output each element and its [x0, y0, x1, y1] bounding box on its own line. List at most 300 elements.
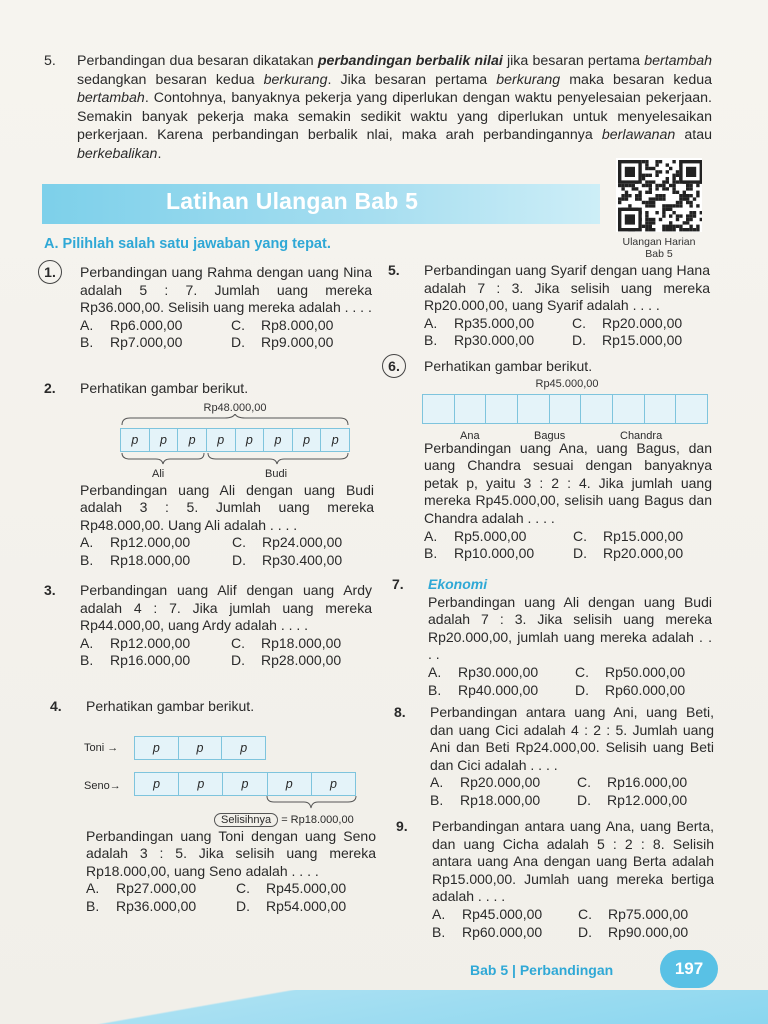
- qr-module: [649, 180, 652, 183]
- qr-module: [621, 187, 624, 190]
- option-a[interactable]: [424, 315, 562, 333]
- option-value: Rp15.000,00: [603, 527, 684, 544]
- option-label: B.: [424, 332, 438, 349]
- option-value: Rp28.000,00: [261, 652, 342, 669]
- intro-run: Perbandingan dua besaran dikatakan: [77, 53, 318, 69]
- question-number: 9.: [396, 818, 408, 834]
- intro-run: .: [157, 145, 162, 162]
- qr-module: [689, 184, 692, 187]
- qr-module: [649, 228, 652, 231]
- qr-module: [652, 197, 655, 200]
- option-value: Rp45.000,00: [462, 905, 543, 922]
- qr-module: [649, 167, 652, 170]
- intro-text: [77, 52, 712, 164]
- option-label: D.: [575, 681, 589, 698]
- option-label: C.: [572, 314, 586, 331]
- qr-module: [645, 184, 648, 187]
- qr-module: [642, 225, 645, 228]
- qr-module: [669, 204, 672, 207]
- chandra-label: Chandra: [620, 429, 663, 442]
- option-value: Rp18.000,00: [261, 634, 342, 651]
- option-label: A.: [428, 663, 442, 680]
- qr-module: [645, 163, 648, 166]
- intro-run: . Jika besaran pertama: [327, 71, 497, 88]
- qr-module: [652, 221, 655, 224]
- qr-module: [649, 204, 652, 207]
- budi-label: Budi: [265, 467, 288, 480]
- option-a[interactable]: [80, 317, 221, 335]
- option-label: C.: [573, 527, 587, 544]
- option-label: C.: [575, 663, 589, 680]
- qr-module: [669, 214, 672, 217]
- p-cell: [486, 395, 518, 423]
- qr-module: [672, 177, 675, 180]
- qr-module: [669, 184, 672, 187]
- question-number: 2.: [44, 380, 56, 396]
- qr-caption: [600, 236, 718, 260]
- qr-module: [693, 197, 696, 200]
- qr-caption-line-2: Bab 5: [645, 248, 673, 260]
- option-label: A.: [86, 880, 100, 897]
- qr-module: [645, 225, 648, 228]
- qr-module: [662, 211, 665, 214]
- option-a[interactable]: [80, 635, 221, 653]
- option-label: D.: [231, 652, 245, 669]
- qr-module: [689, 211, 692, 214]
- qr-module: [642, 174, 645, 177]
- qr-module: [662, 208, 665, 211]
- qr-module: [689, 214, 692, 217]
- qr-module: [649, 191, 652, 194]
- qr-module: [689, 201, 692, 204]
- p-cell: [645, 395, 677, 423]
- qr-module: [618, 197, 621, 200]
- option-label: B.: [432, 923, 446, 940]
- qr-module: [649, 197, 652, 200]
- qr-module: [679, 228, 682, 231]
- qr-module: [676, 180, 679, 183]
- qr-module: [693, 211, 696, 214]
- toni-label: Toni →: [84, 741, 119, 754]
- qr-module: [679, 194, 682, 197]
- option-c[interactable]: [578, 906, 714, 924]
- option-c[interactable]: [232, 534, 374, 552]
- qr-module: [679, 204, 682, 207]
- intro-run: . Contohnya, banyaknya pekerja yang diperlukan dengan waktu penyelesaian pekerjaan. Semakin banyak pekerja maka semakin sedikit waktu yang diperlukan untuk menyelesaikan perkerjaan. Karena perbandingan berbalik nlai, maka arah perbandingannya: [77, 90, 712, 144]
- qr-module: [649, 221, 652, 224]
- question-1: [44, 264, 372, 352]
- option-label: A.: [80, 534, 94, 551]
- option-value: Rp40.000,00: [458, 681, 539, 698]
- qr-module: [662, 180, 665, 183]
- option-d[interactable]: [231, 652, 372, 670]
- qr-module: [666, 180, 669, 183]
- option-value: Rp12.000,00: [110, 634, 191, 651]
- qr-module: [686, 201, 689, 204]
- qr-module: [649, 218, 652, 221]
- option-d[interactable]: [573, 545, 712, 563]
- p-cell: p: [207, 429, 236, 451]
- option-value: Rp6.000,00: [110, 316, 183, 333]
- qr-module: [689, 228, 692, 231]
- question-3: [44, 582, 372, 670]
- question-number: 7.: [392, 576, 404, 592]
- qr-module: [686, 184, 689, 187]
- qr-module: [679, 201, 682, 204]
- qr-module: [642, 177, 645, 180]
- qr-module: [638, 194, 641, 197]
- p-cell: [676, 395, 707, 423]
- option-label: C.: [578, 905, 592, 922]
- option-label: C.: [232, 534, 246, 551]
- qr-module: [645, 221, 648, 224]
- qr-module: [662, 184, 665, 187]
- p-cell: p: [268, 773, 312, 795]
- option-a[interactable]: [430, 774, 567, 792]
- qr-module: [659, 194, 662, 197]
- qr-module: [618, 184, 621, 187]
- qr-module: [625, 194, 628, 197]
- qr-module: [625, 184, 628, 187]
- option-c[interactable]: [575, 664, 712, 682]
- option-d[interactable]: [575, 682, 712, 700]
- option-b[interactable]: [428, 682, 565, 700]
- bar-diagram-ali-budi: [120, 398, 350, 482]
- toni-cells: [134, 736, 266, 760]
- question-intro: Perhatikan gambar berikut.: [80, 380, 249, 396]
- qr-module: [683, 191, 686, 194]
- qr-module: [645, 218, 648, 221]
- question-text: Perbandingan uang Syarif dengan uang Hana adalah 7 : 3. Jika selisih uang mereka Rp20.000,00, uang Syarif adalah . . . .: [424, 262, 710, 314]
- qr-module: [689, 218, 692, 221]
- question-text: Perbandingan uang Toni dengan uang Seno adalah 3 : 5. Jika selisih uang mereka Rp18.000,00, uang Seno adalah . . . .: [86, 827, 376, 879]
- p-cell: p: [236, 429, 265, 451]
- qr-module: [696, 228, 699, 231]
- option-value: Rp15.000,00: [602, 332, 683, 349]
- option-a[interactable]: [432, 906, 568, 924]
- qr-module: [649, 174, 652, 177]
- option-label: A.: [80, 634, 94, 651]
- option-d[interactable]: [232, 552, 374, 570]
- option-value: Rp16.000,00: [607, 774, 688, 791]
- qr-module: [683, 221, 686, 224]
- p-cell: p: [240, 740, 248, 755]
- intro-run: atau: [675, 127, 712, 144]
- option-b[interactable]: [432, 924, 568, 942]
- option-value: Rp7.000,00: [110, 334, 183, 351]
- qr-module: [649, 187, 652, 190]
- question-number: 3.: [44, 582, 56, 598]
- qr-module: [666, 228, 669, 231]
- qr-module: [652, 167, 655, 170]
- qr-module: [659, 170, 662, 173]
- option-label: B.: [424, 545, 438, 562]
- option-label: C.: [236, 880, 250, 897]
- qr-module: [645, 167, 648, 170]
- option-b[interactable]: [80, 652, 221, 670]
- qr-module: [655, 174, 658, 177]
- question-5: [388, 262, 710, 350]
- qr-module: [621, 197, 624, 200]
- p-cell: p: [293, 429, 322, 451]
- qr-module: [628, 184, 631, 187]
- qr-module: [649, 184, 652, 187]
- option-value: Rp60.000,00: [605, 681, 686, 698]
- qr-module: [635, 194, 638, 197]
- option-c[interactable]: [231, 635, 372, 653]
- qr-module: [683, 228, 686, 231]
- option-a[interactable]: [86, 880, 226, 898]
- qr-module: [693, 214, 696, 217]
- question-7: [392, 576, 712, 699]
- question-text: Perbandingan antara uang Ana, uang Berta, dan uang Cicha adalah 5 : 2 : 8. Selisih antara uang Ana dengan uang Berta adalah Rp15.000,00. Jumlah uang mereka bertiga adalah . . . .: [432, 818, 714, 905]
- qr-module: [672, 180, 675, 183]
- option-b[interactable]: [80, 334, 221, 352]
- qr-module: [672, 225, 675, 228]
- qr-code-icon: [616, 158, 702, 232]
- option-value: Rp30.000,00: [454, 332, 535, 349]
- qr-module: [652, 228, 655, 231]
- qr-module: [696, 184, 699, 187]
- qr-module: [645, 211, 648, 214]
- option-b[interactable]: [424, 545, 563, 563]
- qr-module: [672, 191, 675, 194]
- option-d[interactable]: [231, 334, 372, 352]
- qr-module: [662, 204, 665, 207]
- qr-module: [700, 218, 702, 221]
- p-cell: p: [179, 737, 223, 759]
- qr-module: [666, 177, 669, 180]
- option-d[interactable]: [578, 924, 714, 942]
- qr-module: [642, 201, 645, 204]
- option-value: Rp45.000,00: [266, 880, 347, 897]
- intro-run: bertambah: [77, 90, 145, 107]
- qr-module: [659, 184, 662, 187]
- p-cell: [613, 395, 645, 423]
- qr-module: [686, 197, 689, 200]
- p-cell: [455, 395, 487, 423]
- p-cell: [581, 395, 613, 423]
- question-number: 4.: [50, 698, 62, 714]
- qr-module: [672, 211, 675, 214]
- question-text: Perbandingan uang Ali dengan uang Budi adalah 3 : 5. Jumlah uang mereka Rp48.000,00. Uang Ali adalah . . . .: [80, 481, 374, 533]
- qr-module: [642, 184, 645, 187]
- intro-run: sedangkan besaran kedua: [77, 71, 264, 88]
- option-c[interactable]: [573, 528, 712, 546]
- option-label: A.: [424, 527, 438, 544]
- qr-module: [676, 201, 679, 204]
- category-label: Ekonomi: [428, 576, 488, 592]
- qr-module: [686, 194, 689, 197]
- option-value: Rp24.000,00: [262, 534, 343, 551]
- qr-module: [672, 160, 675, 163]
- option-a[interactable]: [428, 664, 565, 682]
- p-cell: p: [331, 432, 339, 447]
- qr-module: [659, 197, 662, 200]
- p-cells: [422, 394, 708, 424]
- qr-module: [686, 228, 689, 231]
- p-cell: [518, 395, 550, 423]
- qr-module: [669, 221, 672, 224]
- qr-module: [635, 187, 638, 190]
- qr-module: [672, 174, 675, 177]
- qr-module: [662, 194, 665, 197]
- qr-module: [669, 167, 672, 170]
- qr-module: [649, 225, 652, 228]
- option-a[interactable]: [424, 528, 563, 546]
- ana-label: Ana: [460, 429, 480, 442]
- option-value: Rp30.400,00: [262, 551, 343, 568]
- question-text: Perbandingan uang Rahma dengan uang Nina adalah 5 : 7. Jumlah uang mereka Rp36.000,00. Selisih uang mereka adalah . . . .: [80, 264, 372, 316]
- qr-module: [645, 228, 648, 231]
- option-b[interactable]: [86, 898, 226, 916]
- qr-module: [669, 208, 672, 211]
- qr-module: [676, 170, 679, 173]
- qr-module: [659, 160, 662, 163]
- chapter-exercise-banner: [42, 184, 600, 224]
- qr-module: [676, 191, 679, 194]
- p-cell: p: [135, 737, 179, 759]
- question-number: 6.: [382, 354, 406, 378]
- selisih-brace-icon: [266, 796, 358, 810]
- qr-module: [655, 194, 658, 197]
- p-cell: p: [223, 773, 267, 795]
- qr-module: [683, 194, 686, 197]
- qr-module: [666, 187, 669, 190]
- qr-module: [638, 197, 641, 200]
- qr-module: [652, 201, 655, 204]
- p-cell: p: [264, 429, 293, 451]
- option-label: D.: [231, 334, 245, 351]
- qr-module: [693, 228, 696, 231]
- diagram-total-label: Rp45.000,00: [535, 377, 599, 390]
- qr-module: [628, 204, 631, 207]
- qr-module: [659, 218, 662, 221]
- option-d[interactable]: [577, 792, 714, 810]
- qr-module: [679, 214, 682, 217]
- option-value: Rp54.000,00: [266, 897, 347, 914]
- option-d[interactable]: [236, 898, 376, 916]
- option-label: B.: [428, 681, 442, 698]
- qr-module: [666, 204, 669, 207]
- option-value: Rp12.000,00: [110, 534, 191, 551]
- qr-module: [676, 204, 679, 207]
- qr-module: [700, 211, 702, 214]
- option-c[interactable]: [231, 317, 372, 335]
- qr-module: [666, 225, 669, 228]
- option-label: B.: [80, 551, 94, 568]
- question-4: [50, 698, 376, 916]
- qr-module: [672, 187, 675, 190]
- question-text: Perbandingan uang Ali dengan uang Budi adalah 7 : 3. Jika selisih uang mereka Rp20.000,00, jumlah uang mereka adalah . . . .: [428, 593, 712, 663]
- option-label: C.: [231, 316, 245, 333]
- option-value: Rp90.000,00: [608, 923, 689, 940]
- option-label: C.: [231, 634, 245, 651]
- question-text: Perbandingan uang Alif dengan uang Ardy adalah 4 : 7. Jika jumlah uang mereka Rp44.000,00, uang Ardy adalah . . . .: [80, 582, 372, 634]
- option-c[interactable]: [236, 880, 376, 898]
- p-cells: [120, 428, 350, 452]
- qr-module: [655, 170, 658, 173]
- option-label: A.: [80, 316, 94, 333]
- page-number: 197: [660, 950, 718, 988]
- qr-module: [625, 191, 628, 194]
- qr-module: [662, 225, 665, 228]
- question-intro: Perhatikan gambar berikut.: [86, 698, 255, 714]
- option-b[interactable]: [424, 332, 562, 350]
- option-b[interactable]: [80, 552, 222, 570]
- option-value: Rp27.000,00: [116, 880, 197, 897]
- qr-module: [686, 187, 689, 190]
- option-label: D.: [572, 332, 586, 349]
- qr-module: [672, 184, 675, 187]
- option-label: B.: [430, 791, 444, 808]
- option-a[interactable]: [80, 534, 222, 552]
- qr-caption-line-1: Ulangan Harian: [622, 236, 696, 248]
- option-value: Rp50.000,00: [605, 663, 686, 680]
- question-6: [388, 358, 712, 563]
- qr-module: [666, 170, 669, 173]
- option-d[interactable]: [572, 332, 710, 350]
- qr-module: [696, 204, 699, 207]
- qr-module: [662, 187, 665, 190]
- qr-module: [676, 174, 679, 177]
- option-value: Rp10.000,00: [454, 545, 535, 562]
- qr-module: [645, 191, 648, 194]
- qr-module: [645, 204, 648, 207]
- option-c[interactable]: [577, 774, 714, 792]
- qr-module: [618, 201, 621, 204]
- section-heading: A. Pilihlah salah satu jawaban yang tepat.: [44, 236, 331, 252]
- qr-module: [632, 187, 635, 190]
- p-cell: p: [121, 429, 150, 451]
- option-label: D.: [232, 551, 246, 568]
- qr-module: [683, 197, 686, 200]
- question-9: [396, 818, 714, 941]
- qr-module: [676, 218, 679, 221]
- p-cell: p: [150, 429, 179, 451]
- seno-name: Seno: [84, 779, 110, 792]
- p-cell: [550, 395, 582, 423]
- option-c[interactable]: [572, 315, 710, 333]
- qr-module: [638, 191, 641, 194]
- question-text: Perbandingan antara uang Ani, uang Beti, dan uang Cici adalah 4 : 2 : 5. Jumlah uang Ani dan Beti Rp24.000,00. Selisih uang Beti dan Cici adalah . . . .: [430, 704, 714, 773]
- qr-module: [645, 214, 648, 217]
- option-label: B.: [80, 334, 94, 351]
- intro-run: berkurang: [496, 71, 561, 88]
- intro-run: jika besaran pertama: [502, 53, 645, 69]
- question-2: [44, 380, 374, 570]
- intro-run: berkurang: [263, 71, 328, 88]
- qr-module: [621, 194, 624, 197]
- qr-module: [655, 160, 658, 163]
- qr-module: [662, 197, 665, 200]
- qr-module: [686, 167, 696, 177]
- option-value: Rp9.000,00: [261, 334, 334, 351]
- p-cell: p: [179, 773, 223, 795]
- option-value: Rp16.000,00: [110, 652, 191, 669]
- p-cell: p: [135, 773, 179, 795]
- option-value: Rp18.000,00: [460, 791, 541, 808]
- question-8: [394, 704, 714, 810]
- intro-item-5: [44, 52, 712, 164]
- qr-module: [632, 184, 635, 187]
- qr-module: [679, 225, 682, 228]
- question-intro: Perhatikan gambar berikut.: [424, 358, 593, 374]
- qr-module: [635, 197, 638, 200]
- seno-label: Seno→: [84, 779, 121, 792]
- qr-module: [686, 214, 689, 217]
- option-b[interactable]: [430, 792, 567, 810]
